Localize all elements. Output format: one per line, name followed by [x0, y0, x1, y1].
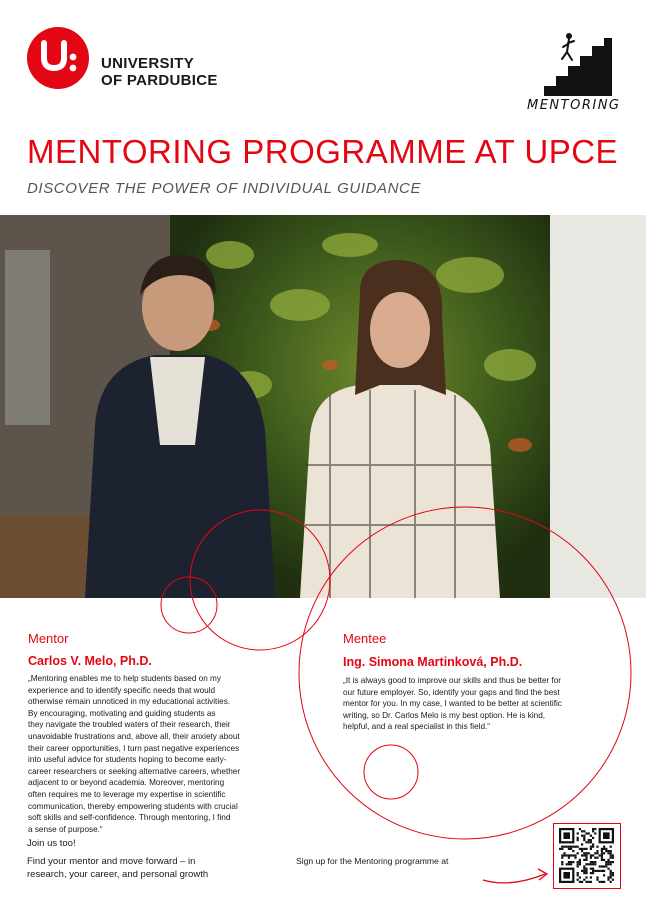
- page-subtitle: DISCOVER THE POWER OF INDIVIDUAL GUIDANCE: [27, 180, 422, 197]
- mentor-quote-line: they navigate the troubled waters of their research, their: [28, 720, 231, 730]
- mentee-role-label: Mentee: [343, 631, 387, 646]
- mentor-quote: [28, 673, 298, 835]
- mentor-quote-line: experience and to identify specific needs that would: [28, 685, 216, 695]
- decorative-circle-large: [299, 507, 631, 839]
- mentee-quote: [343, 675, 628, 733]
- mentee-quote-line: writing, so Dr. Carlos Melo is my best option. He is kind,: [343, 710, 546, 720]
- decorative-circle-bottom: [364, 745, 418, 799]
- mentee-name: Ing. Simona Martinková, Ph.D.: [343, 655, 523, 669]
- university-name-line1: UNIVERSITY: [101, 55, 195, 72]
- mentor-quote-line: soft skills and self-confidence. Through mentoring, I find: [28, 813, 231, 823]
- mentor-role-label: Mentor: [28, 631, 69, 646]
- signup-text: Sign up for the Mentoring programme at: [296, 856, 449, 866]
- qr-code-icon: [556, 826, 618, 886]
- mentor-quote-line: often requires me to leverage my expertise in scientific: [28, 789, 226, 799]
- mentor-quote-line: By encouraging, motivating and guiding students as: [28, 708, 216, 718]
- mentee-quote-line: „It is always good to improve our skills and thus be better for: [343, 676, 561, 685]
- find-mentor-line2: research, your career, and personal growth: [27, 869, 209, 880]
- page-title: MENTORING PROGRAMME AT UPCE: [27, 133, 619, 170]
- decorative-circle-tiny: [161, 577, 217, 633]
- mentor-quote-line: into useful advice for students hoping to become early-: [28, 755, 227, 765]
- qr-code[interactable]: [553, 823, 621, 889]
- mentor-quote-line: a sense of purpose.“: [28, 824, 103, 834]
- mentor-quote-line: unavoidable frustrations and, above all, their anxiety about: [28, 731, 240, 741]
- mentee-quote-line: helpful, and a real specialist in this field.“: [343, 722, 490, 732]
- mentor-name: Carlos V. Melo, Ph.D.: [28, 654, 152, 668]
- find-mentor-line1: Find your mentor and move forward – in: [27, 856, 196, 867]
- mentor-quote-line: career researchers or seeking alternative careers, whether: [28, 766, 241, 776]
- mentor-quote-line: communication, thereby empowering students with crucial: [28, 801, 238, 811]
- university-name-line2: OF PARDUBICE: [101, 72, 218, 89]
- mentor-quote-line: adjacent to or beyond academia. Moreover, mentoring: [28, 778, 225, 788]
- arrow-to-qr-icon: [483, 874, 545, 883]
- join-us-text: Join us too!: [27, 838, 76, 849]
- mentee-quote-line: our future employer. So, identify your gaps and find the best: [343, 687, 560, 697]
- mentoring-logo-text: MENTORING: [527, 98, 621, 113]
- mentee-quote-line: mentor for you. In my case, I wanted to be better at scientific: [343, 699, 562, 709]
- mentor-quote-line: their career opportunities, I turn past negative experiences: [28, 743, 240, 753]
- mentor-quote-line: „Mentoring enables me to help students based on my: [28, 674, 221, 683]
- mentor-quote-line: otherwise remain unnoticed in my educational activities.: [28, 697, 231, 707]
- decorative-circle-small: [190, 510, 330, 650]
- find-mentor-text: [27, 855, 267, 881]
